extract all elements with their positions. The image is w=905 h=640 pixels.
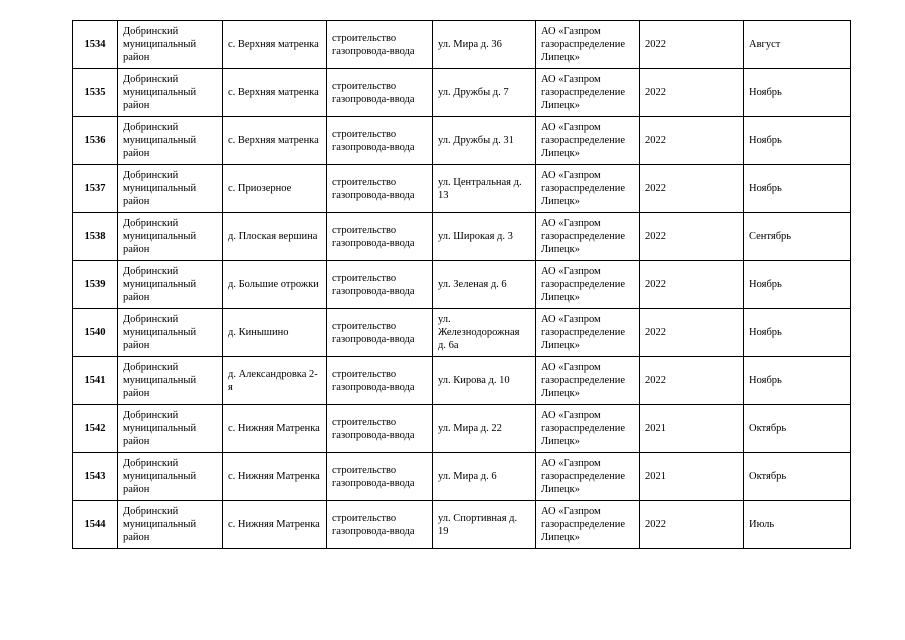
organization-cell: АО «Газпром газораспределение Липецк»	[536, 405, 640, 453]
month-cell: Ноябрь	[744, 261, 851, 309]
address-cell: ул. Мира д. 6	[433, 453, 536, 501]
table-row	[73, 21, 851, 69]
work-type-cell: строительство газопровода-ввода	[327, 453, 433, 501]
row-number: 1537	[73, 165, 118, 213]
year-cell: 2022	[640, 309, 744, 357]
month-cell: Август	[744, 21, 851, 69]
work-type-cell: строительство газопровода-ввода	[327, 69, 433, 117]
organization-cell: АО «Газпром газораспределение Липецк»	[536, 501, 640, 549]
settlement-cell: с. Нижняя Матренка	[223, 405, 327, 453]
settlement-cell: д. Кинышино	[223, 309, 327, 357]
table-row	[73, 69, 851, 117]
work-type-cell: строительство газопровода-ввода	[327, 213, 433, 261]
organization-cell: АО «Газпром газораспределение Липецк»	[536, 309, 640, 357]
year-cell: 2022	[640, 213, 744, 261]
year-cell: 2022	[640, 21, 744, 69]
table-row	[73, 117, 851, 165]
work-type-cell: строительство газопровода-ввода	[327, 261, 433, 309]
row-number: 1536	[73, 117, 118, 165]
district-cell: Добринский муниципальный район	[118, 165, 223, 213]
settlement-cell: д. Плоская вершина	[223, 213, 327, 261]
year-cell: 2022	[640, 357, 744, 405]
district-cell: Добринский муниципальный район	[118, 309, 223, 357]
table-row	[73, 405, 851, 453]
row-number: 1538	[73, 213, 118, 261]
organization-cell: АО «Газпром газораспределение Липецк»	[536, 453, 640, 501]
row-number: 1543	[73, 453, 118, 501]
settlement-cell: д. Большие отрожки	[223, 261, 327, 309]
work-type-cell: строительство газопровода-ввода	[327, 165, 433, 213]
organization-cell: АО «Газпром газораспределение Липецк»	[536, 165, 640, 213]
work-type-cell: строительство газопровода-ввода	[327, 21, 433, 69]
table-row	[73, 501, 851, 549]
district-cell: Добринский муниципальный район	[118, 453, 223, 501]
work-type-cell: строительство газопровода-ввода	[327, 117, 433, 165]
table-row	[73, 261, 851, 309]
organization-cell: АО «Газпром газораспределение Липецк»	[536, 213, 640, 261]
table-row	[73, 309, 851, 357]
month-cell: Ноябрь	[744, 69, 851, 117]
year-cell: 2021	[640, 453, 744, 501]
month-cell: Октябрь	[744, 405, 851, 453]
year-cell: 2021	[640, 405, 744, 453]
row-number: 1535	[73, 69, 118, 117]
organization-cell: АО «Газпром газораспределение Липецк»	[536, 69, 640, 117]
settlement-cell: с. Приозерное	[223, 165, 327, 213]
district-cell: Добринский муниципальный район	[118, 117, 223, 165]
table-row	[73, 357, 851, 405]
year-cell: 2022	[640, 117, 744, 165]
district-cell: Добринский муниципальный район	[118, 261, 223, 309]
address-cell: ул. Зеленая д. 6	[433, 261, 536, 309]
month-cell: Ноябрь	[744, 117, 851, 165]
row-number: 1541	[73, 357, 118, 405]
row-number: 1544	[73, 501, 118, 549]
address-cell: ул. Центральная д. 13	[433, 165, 536, 213]
year-cell: 2022	[640, 69, 744, 117]
month-cell: Октябрь	[744, 453, 851, 501]
settlement-cell: с. Верхняя матренка	[223, 69, 327, 117]
row-number: 1540	[73, 309, 118, 357]
row-number: 1539	[73, 261, 118, 309]
settlement-cell: с. Верхняя матренка	[223, 21, 327, 69]
work-type-cell: строительство газопровода-ввода	[327, 501, 433, 549]
district-cell: Добринский муниципальный район	[118, 21, 223, 69]
organization-cell: АО «Газпром газораспределение Липецк»	[536, 21, 640, 69]
year-cell: 2022	[640, 501, 744, 549]
table-row	[73, 165, 851, 213]
table-row	[73, 453, 851, 501]
organization-cell: АО «Газпром газораспределение Липецк»	[536, 261, 640, 309]
month-cell: Ноябрь	[744, 309, 851, 357]
district-cell: Добринский муниципальный район	[118, 405, 223, 453]
row-number: 1542	[73, 405, 118, 453]
month-cell: Июль	[744, 501, 851, 549]
gasification-table	[72, 20, 851, 549]
settlement-cell: с. Верхняя матренка	[223, 117, 327, 165]
address-cell: ул. Спортивная д. 19	[433, 501, 536, 549]
district-cell: Добринский муниципальный район	[118, 69, 223, 117]
organization-cell: АО «Газпром газораспределение Липецк»	[536, 357, 640, 405]
address-cell: ул. Мира д. 36	[433, 21, 536, 69]
row-number: 1534	[73, 21, 118, 69]
settlement-cell: с. Нижняя Матренка	[223, 453, 327, 501]
address-cell: ул. Дружбы д. 7	[433, 69, 536, 117]
address-cell: ул. Широкая д. 3	[433, 213, 536, 261]
month-cell: Ноябрь	[744, 165, 851, 213]
month-cell: Ноябрь	[744, 357, 851, 405]
address-cell: ул. Железнодорожная д. 6а	[433, 309, 536, 357]
table-row	[73, 213, 851, 261]
settlement-cell: с. Нижняя Матренка	[223, 501, 327, 549]
table-body	[73, 21, 851, 549]
work-type-cell: строительство газопровода-ввода	[327, 309, 433, 357]
district-cell: Добринский муниципальный район	[118, 213, 223, 261]
settlement-cell: д. Александровка 2-я	[223, 357, 327, 405]
district-cell: Добринский муниципальный район	[118, 501, 223, 549]
organization-cell: АО «Газпром газораспределение Липецк»	[536, 117, 640, 165]
year-cell: 2022	[640, 165, 744, 213]
month-cell: Сентябрь	[744, 213, 851, 261]
address-cell: ул. Дружбы д. 31	[433, 117, 536, 165]
work-type-cell: строительство газопровода-ввода	[327, 405, 433, 453]
address-cell: ул. Мира д. 22	[433, 405, 536, 453]
work-type-cell: строительство газопровода-ввода	[327, 357, 433, 405]
year-cell: 2022	[640, 261, 744, 309]
address-cell: ул. Кирова д. 10	[433, 357, 536, 405]
district-cell: Добринский муниципальный район	[118, 357, 223, 405]
